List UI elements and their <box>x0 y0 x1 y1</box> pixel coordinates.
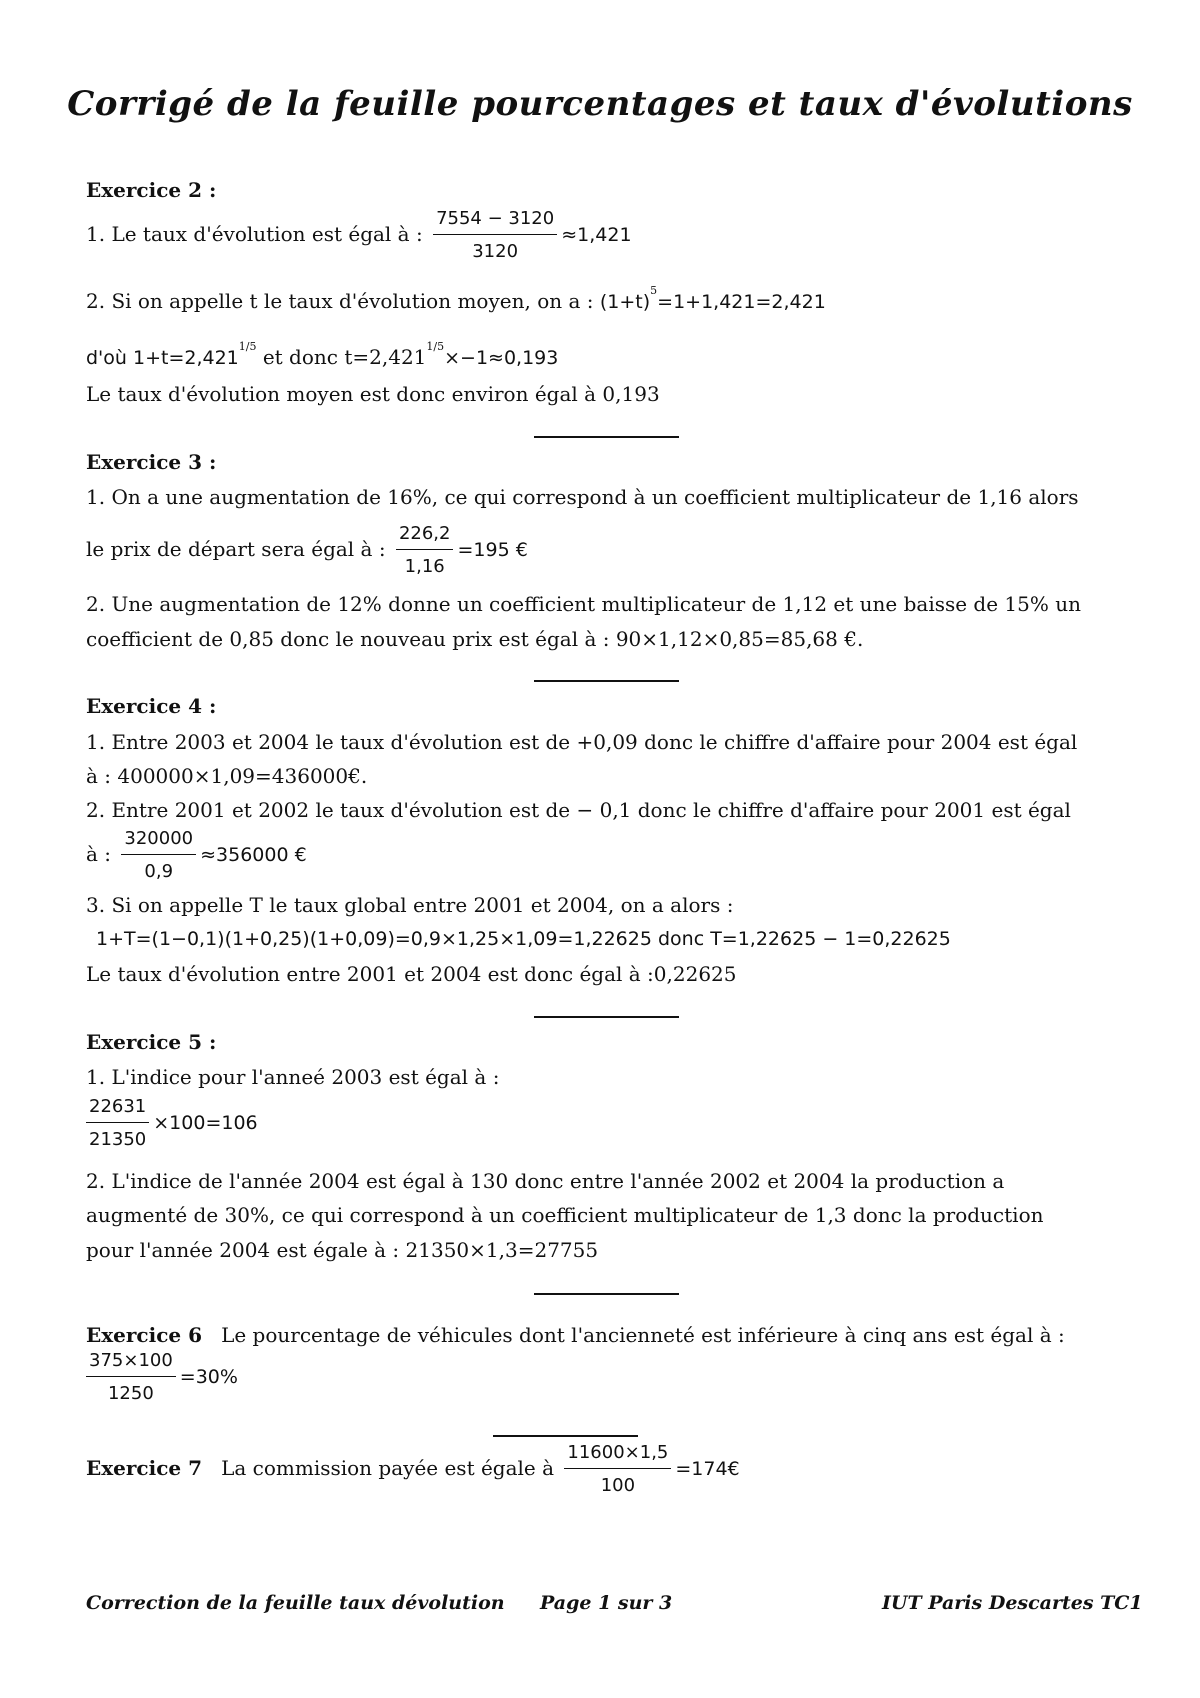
ex2-line3 <box>86 340 559 373</box>
ex3-line2-result: =195 € <box>457 539 528 561</box>
ex7-result: =174€ <box>675 1458 740 1480</box>
ex3-line4: coefficient de 0,85 donc le nouveau prix est égal à : 90×1,12×0,85=85,68 €. <box>86 627 864 651</box>
ex6-line1 <box>86 1323 1065 1347</box>
fraction-denominator: 1,16 <box>404 556 445 577</box>
ex4-line4-text: à : <box>86 842 112 866</box>
ex4-line2: à : 400000×1,09=436000€. <box>86 764 368 788</box>
ex2-line2-math: (1+t) <box>599 291 651 313</box>
fraction-denominator: 0,9 <box>144 861 174 882</box>
ex3-line2-text: le prix de départ sera égal à : <box>86 537 386 561</box>
ex5-heading: Exercice 5 : <box>86 1030 217 1054</box>
separator-rule <box>534 680 679 682</box>
fraction-numerator: 320000 <box>121 828 196 855</box>
ex2-line3-part-c: ×−1≈0,193 <box>444 347 559 369</box>
separator-rule <box>534 1016 679 1018</box>
ex5-line5: pour l'année 2004 est égale à : 21350×1,3=27755 <box>86 1238 599 1262</box>
ex5-line4: augmenté de 30%, ce qui correspond à un coefficient multiplicateur de 1,3 donc la production <box>86 1203 1044 1227</box>
ex2-line3-exponent-1: 1/5 <box>238 340 257 353</box>
ex2-line1-result: ≈1,421 <box>561 224 632 246</box>
ex2-line2-exponent: 5 <box>650 284 658 297</box>
ex6-fraction <box>86 1350 176 1405</box>
separator-rule <box>493 1435 638 1437</box>
footer-right: IUT Paris Descartes TC1 <box>882 1592 1143 1614</box>
ex7-fraction <box>564 1442 671 1497</box>
footer-left: Correction de la feuille taux dévolution <box>86 1592 505 1614</box>
ex2-line2-result: =1+1,421=2,421 <box>657 291 826 313</box>
ex4-line7: Le taux d'évolution entre 2001 et 2004 est donc égal à :0,22625 <box>86 962 737 986</box>
ex2-line1-text: 1. Le taux d'évolution est égal à : <box>86 222 423 246</box>
ex3-line2 <box>86 523 528 578</box>
fraction-denominator: 100 <box>600 1475 636 1496</box>
separator-rule <box>534 436 679 438</box>
fraction-numerator: 11600×1,5 <box>564 1442 671 1469</box>
ex7-text: La commission payée est égale à <box>221 1456 555 1480</box>
ex2-line4: Le taux d'évolution moyen est donc environ égal à 0,193 <box>86 382 660 406</box>
ex3-heading: Exercice 3 : <box>86 450 217 474</box>
ex2-heading: Exercice 2 : <box>86 178 217 202</box>
ex2-line3-part-b: et donc t=2,421 <box>262 345 427 369</box>
ex5-fraction <box>86 1096 149 1151</box>
ex2-line2-text: 2. Si on appelle t le taux d'évolution moyen, on a : <box>86 289 594 313</box>
ex4-heading: Exercice 4 : <box>86 694 217 718</box>
ex4-line3: 2. Entre 2001 et 2002 le taux d'évolution est de − 0,1 donc le chiffre d'affaire pour 2001 est égal <box>86 798 1071 822</box>
ex6-result: =30% <box>179 1366 238 1388</box>
ex3-fraction <box>396 523 454 578</box>
fraction-numerator: 375×100 <box>86 1350 176 1377</box>
ex6-heading: Exercice 6 <box>86 1323 202 1347</box>
ex2-line3-part-a: d'où 1+t=2,421 <box>86 347 239 369</box>
fraction-denominator: 3120 <box>472 241 519 262</box>
ex4-line6: 1+T=(1−0,1)(1+0,25)(1+0,09)=0,9×1,25×1,09=1,22625 donc T=1,22625 − 1=0,22625 <box>96 928 951 950</box>
ex5-line3: 2. L'indice de l'année 2004 est égal à 130 donc entre l'année 2002 et 2004 la production a <box>86 1169 1005 1193</box>
separator-rule <box>534 1293 679 1295</box>
fraction-denominator: 21350 <box>89 1129 147 1150</box>
fraction-denominator: 1250 <box>107 1383 154 1404</box>
fraction-numerator: 22631 <box>86 1096 149 1123</box>
ex7-heading: Exercice 7 <box>86 1456 202 1480</box>
ex2-fraction <box>433 208 557 263</box>
fraction-numerator: 226,2 <box>396 523 454 550</box>
ex6-line2 <box>82 1350 238 1405</box>
ex4-line4-result: ≈356000 € <box>200 844 307 866</box>
ex4-line4 <box>86 828 307 883</box>
ex4-fraction <box>121 828 196 883</box>
ex3-line1: 1. On a une augmentation de 16%, ce qui correspond à un coefficient multiplicateur de 1,16 alors <box>86 485 1079 509</box>
ex5-line2 <box>82 1096 258 1151</box>
ex4-line1: 1. Entre 2003 et 2004 le taux d'évolution est de +0,09 donc le chiffre d'affaire pour 2004 est égal <box>86 730 1078 754</box>
ex2-line2 <box>86 284 826 317</box>
footer-page-number: Page 1 sur 3 <box>540 1592 673 1614</box>
ex4-line5: 3. Si on appelle T le taux global entre 2001 et 2004, on a alors : <box>86 893 734 917</box>
ex3-line3: 2. Une augmentation de 12% donne un coefficient multiplicateur de 1,12 et une baisse de 15% un <box>86 592 1081 616</box>
ex7-line <box>86 1442 740 1497</box>
ex6-text: Le pourcentage de véhicules dont l'ancienneté est inférieure à cinq ans est égal à : <box>221 1323 1065 1347</box>
fraction-numerator: 7554 − 3120 <box>433 208 557 235</box>
ex2-line3-exponent-2: 1/5 <box>426 340 445 353</box>
ex5-line1: 1. L'indice pour l'anneé 2003 est égal à : <box>86 1065 500 1089</box>
ex5-line2-result: ×100=106 <box>153 1112 258 1134</box>
ex2-line1 <box>86 208 632 263</box>
page-title: Corrigé de la feuille pourcentages et taux d'évolutions <box>67 84 1133 124</box>
